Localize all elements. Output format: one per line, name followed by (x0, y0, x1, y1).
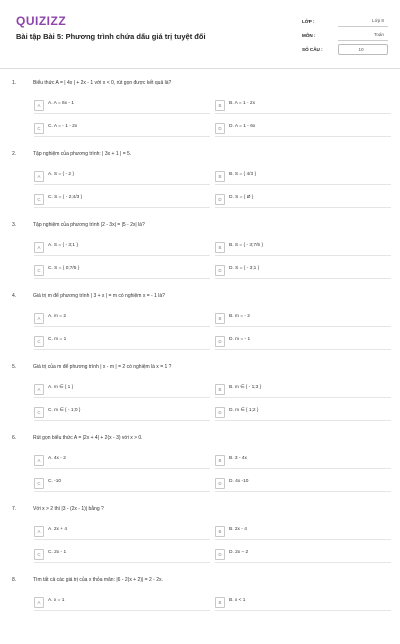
option-text: C. A = - 1 - 2x (48, 124, 78, 129)
option-letter: D (215, 407, 225, 418)
option-b[interactable] (215, 526, 391, 540)
option-text: D. m = - 1 (229, 337, 251, 342)
option-a[interactable] (34, 526, 210, 540)
option-text: D. A = 1 - 6x (229, 124, 256, 129)
option-text: A. 2x + 4 (48, 527, 68, 532)
option-b[interactable] (215, 384, 391, 398)
option-text: B. 2x - 4 (229, 527, 247, 532)
option-c[interactable] (34, 336, 210, 350)
option-a[interactable] (34, 384, 210, 398)
option-letter: C (34, 194, 44, 205)
meta-subject-value: Toán (338, 30, 388, 41)
option-text: C. S = { - 2;4/3 } (48, 195, 83, 200)
option-letter: A (34, 100, 44, 111)
option-text: D. 2x – 2 (229, 550, 249, 555)
option-text: C. S = { 0;7/5 } (48, 266, 80, 271)
option-letter: A (34, 455, 44, 466)
option-text: A. m = 2 (48, 314, 66, 319)
meta-subject-label: MÔN : (302, 32, 316, 38)
question-number: 1. (12, 80, 17, 86)
option-letter: B (215, 384, 225, 395)
question-number: 5. (12, 364, 17, 370)
meta-count-value: 10 (338, 44, 388, 55)
option-text: A. m ∈ { 1 } (48, 385, 74, 390)
meta-class (302, 14, 388, 28)
option-d[interactable] (215, 407, 391, 421)
question-number: 7. (12, 506, 17, 512)
question-text: Tập nghiệm của phương trình: | 3x + 1 | = 5. (33, 151, 132, 157)
option-b[interactable] (215, 597, 391, 611)
option-letter: C (34, 407, 44, 418)
question-text: Biểu thức A = | 4x | + 2x - 1 với x < 0, rút gọn được kết quả là? (33, 80, 172, 86)
meta-count (302, 42, 388, 56)
option-letter: B (215, 313, 225, 324)
option-a[interactable] (34, 313, 210, 327)
option-letter: C (34, 478, 44, 489)
option-letter: D (215, 123, 225, 134)
option-letter: B (215, 455, 225, 466)
option-text: D. S = { - 3;1 } (229, 266, 260, 271)
question-7 (0, 502, 400, 573)
option-text: A. S = { - 3;1 } (48, 243, 78, 248)
meta-class-value: Lớp 8 (338, 16, 388, 27)
option-letter: A (34, 597, 44, 608)
option-letter: C (34, 549, 44, 560)
option-d[interactable] (215, 549, 391, 563)
option-b[interactable] (215, 100, 391, 114)
worksheet-title: Bài tập Bài 5: Phương trình chứa dấu giá trị tuyệt đối (16, 32, 206, 41)
option-a[interactable] (34, 171, 210, 185)
option-d[interactable] (215, 194, 391, 208)
option-letter: D (215, 336, 225, 347)
option-c[interactable] (34, 194, 210, 208)
question-number: 3. (12, 222, 17, 228)
option-c[interactable] (34, 123, 210, 137)
question-number: 4. (12, 293, 17, 299)
question-2 (0, 147, 400, 218)
option-c[interactable] (34, 478, 210, 492)
option-letter: B (215, 526, 225, 537)
option-letter: D (215, 478, 225, 489)
option-b[interactable] (215, 242, 391, 256)
question-text: Rút gọn biểu thức A = |2x + 4| + 2(x - 3) với x > 0. (33, 435, 143, 441)
worksheet-header (0, 0, 400, 70)
option-letter: A (34, 242, 44, 253)
question-number: 8. (12, 577, 17, 583)
option-text: C. m = 1 (48, 337, 67, 342)
option-letter: D (215, 549, 225, 560)
option-a[interactable] (34, 455, 210, 469)
option-text: A. S = { - 2 } (48, 172, 74, 177)
option-text: C. m ∈ { - 1;0 } (48, 408, 81, 413)
option-d[interactable] (215, 336, 391, 350)
option-text: B. A = 1 - 2x (229, 101, 255, 106)
option-letter: A (34, 526, 44, 537)
option-text: D. S = { Ø } (229, 195, 254, 200)
option-letter: D (215, 265, 225, 276)
question-4 (0, 289, 400, 360)
option-letter: A (34, 384, 44, 395)
option-b[interactable] (215, 171, 391, 185)
worksheet-meta (302, 14, 388, 56)
option-text: B. S = { - 3;7/5 } (229, 243, 263, 248)
question-text: Tập nghiệm của phương trình |2 - 3x| = |5 - 2x| là? (33, 222, 145, 228)
option-d[interactable] (215, 478, 391, 492)
question-3 (0, 218, 400, 289)
option-letter: C (34, 123, 44, 134)
option-text: B. m = - 2 (229, 314, 250, 319)
option-a[interactable] (34, 597, 210, 611)
option-text: C. -10 (48, 479, 62, 484)
header-divider (0, 68, 400, 69)
option-text: A. 4x - 2 (48, 456, 66, 461)
question-text: Giá trị m để phương trình | 3 + x | = m có nghiệm x = - 1 là? (33, 293, 165, 299)
option-text: B. m ∈ { - 1;3 } (229, 385, 262, 390)
quizizz-logo: QUIZIZZ (16, 14, 67, 28)
option-letter: B (215, 242, 225, 253)
option-text: B. S = { 4/3 } (229, 172, 257, 177)
option-c[interactable] (34, 265, 210, 279)
question-text: Giá trị của m để phương trình | x - m | = 2 có nghiệm là x = 1 ? (33, 364, 172, 370)
question-number: 6. (12, 435, 17, 441)
option-text: B. 3 - 4x (229, 456, 247, 461)
option-letter: C (34, 265, 44, 276)
meta-count-label: SỐ CÂU : (302, 46, 323, 52)
option-d[interactable] (215, 265, 391, 279)
option-letter: B (215, 597, 225, 608)
question-6 (0, 431, 400, 502)
option-letter: B (215, 171, 225, 182)
question-1 (0, 76, 400, 147)
question-number: 2. (12, 151, 17, 157)
option-c[interactable] (34, 549, 210, 563)
option-b[interactable] (215, 455, 391, 469)
option-letter: A (34, 313, 44, 324)
question-text: Với x > 2 thì |3 - (2x - 1)| bằng ? (33, 506, 104, 512)
option-text: B. x < 1 (229, 598, 246, 603)
option-b[interactable] (215, 313, 391, 327)
option-letter: B (215, 100, 225, 111)
question-5 (0, 360, 400, 431)
option-a[interactable] (34, 100, 210, 114)
meta-class-label: LỚP : (302, 18, 315, 24)
meta-subject (302, 28, 388, 42)
question-list (0, 76, 400, 644)
option-c[interactable] (34, 407, 210, 421)
option-letter: A (34, 171, 44, 182)
option-letter: C (34, 336, 44, 347)
option-text: D. m ∈ { 1;2 } (229, 408, 259, 413)
option-text: A. A = 6x - 1 (48, 101, 74, 106)
question-text: Tìm tất cả các giá trị của x thỏa mãn: |6 - 2(x + 2)| = 2 - 2x. (33, 577, 163, 583)
option-a[interactable] (34, 242, 210, 256)
option-d[interactable] (215, 123, 391, 137)
question-8 (0, 573, 400, 644)
option-letter: D (215, 194, 225, 205)
option-text: D. 4x -10 (229, 479, 249, 484)
option-text: C. 2x - 1 (48, 550, 67, 555)
option-text: A. x = 1 (48, 598, 65, 603)
